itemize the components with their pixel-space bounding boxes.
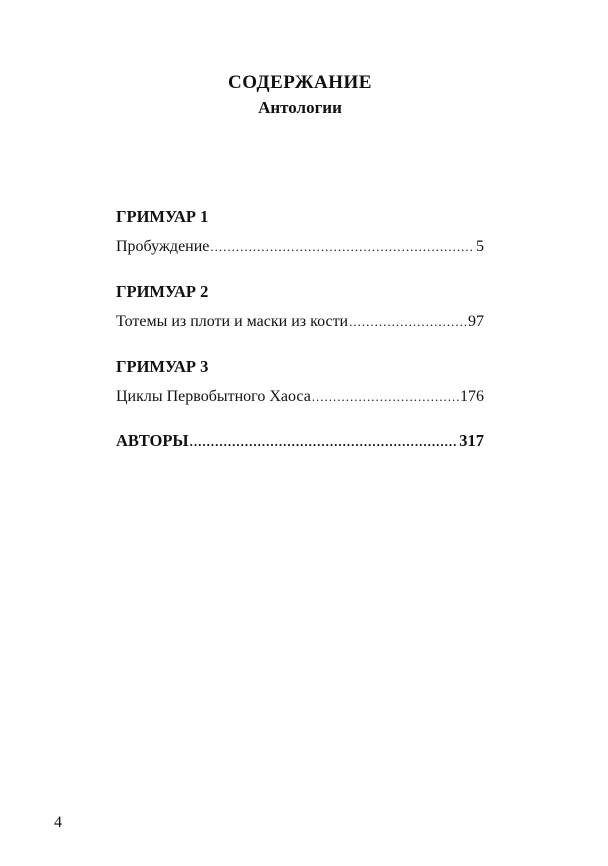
entry-page-number: 5 [476,238,484,255]
entry-page-number: 97 [468,313,484,330]
dot-leader [190,432,459,452]
table-of-contents [116,206,484,476]
entry-title: Пробуждение [116,238,210,255]
dot-leader [349,312,467,332]
section-heading: ГРИМУАР 1 [116,207,209,226]
entry-title: АВТОРЫ [116,431,189,450]
toc-entry[interactable] [116,312,484,332]
page-title: СОДЕРЖАНИЕ [228,72,372,93]
toc-section-grimoire-3 [116,356,484,407]
entry-page-number: 176 [460,388,484,405]
section-heading: ГРИМУАР 2 [116,282,209,301]
page-number: 4 [54,814,62,831]
dot-leader [312,387,459,407]
section-heading: ГРИМУАР 3 [116,357,209,376]
page-subtitle: Антологии [258,98,342,117]
dot-leader [210,237,475,257]
toc-section-grimoire-2 [116,281,484,332]
toc-section-grimoire-1 [116,206,484,257]
toc-entry[interactable] [116,237,484,257]
entry-title: Тотемы из плоти и маски из кости [116,313,349,330]
toc-entry-authors[interactable] [116,431,484,452]
entry-title: Циклы Первобытного Хаоса [116,388,311,405]
toc-entry[interactable] [116,387,484,407]
toc-section-authors [116,431,484,452]
entry-page-number: 317 [459,431,484,450]
